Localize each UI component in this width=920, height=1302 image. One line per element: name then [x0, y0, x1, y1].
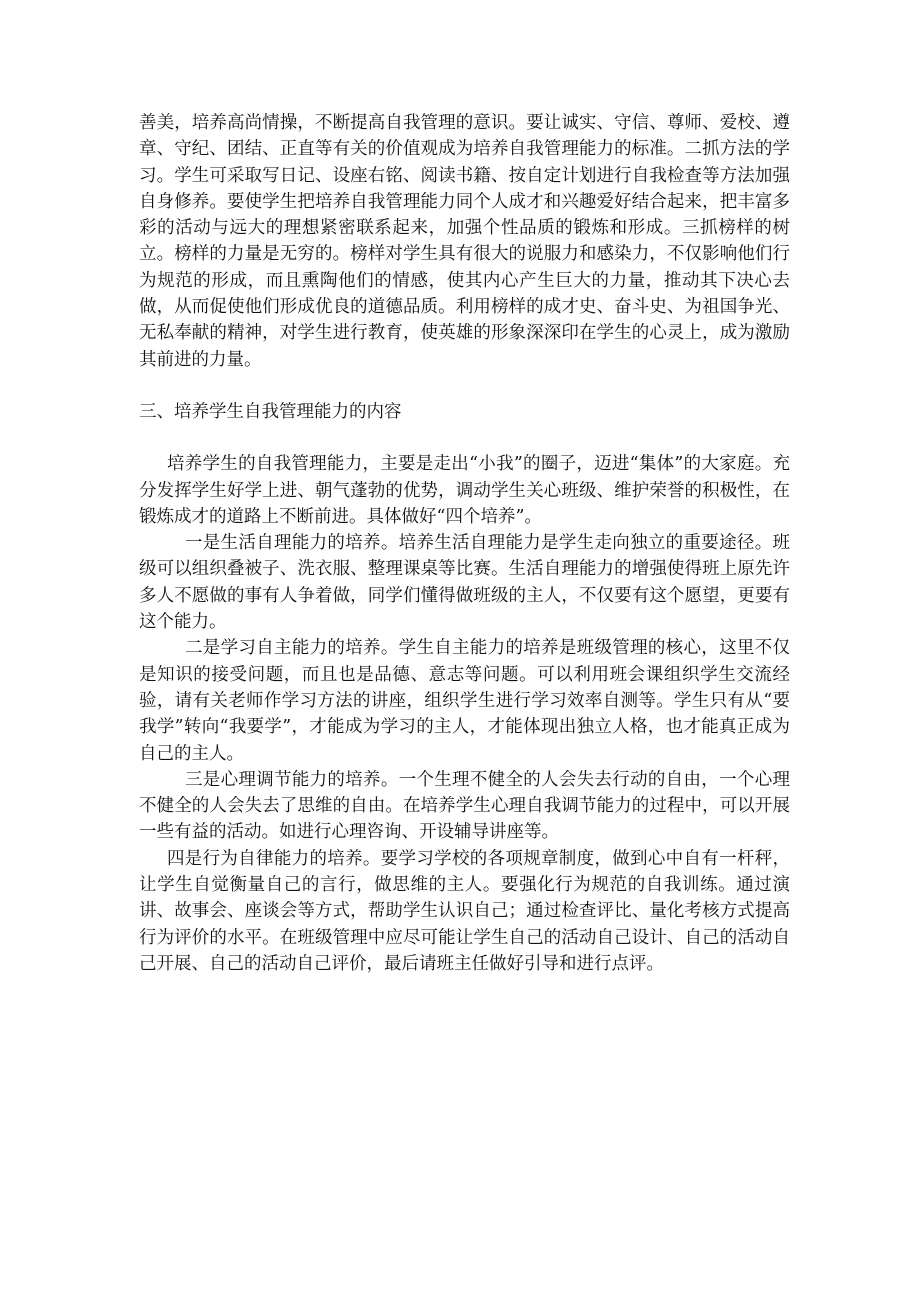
- paragraph-life-skills: 一是生活自理能力的培养。培养生活自理能力是学生走向独立的重要途径。班级可以组织叠被子、洗衣服、整理课桌等比赛。生活自理能力的增强使得班上原先许多人不愿做的事有人争着做，同学们懂得做班级的主人，不仅要有这个愿望，更要有这个能力。: [139, 533, 790, 633]
- document-body: [139, 110, 790, 977]
- paragraph-psychological-adjustment: 三是心理调节能力的培养。一个生理不健全的人会失去行动的自由，一个心理不健全的人会失去了思维的自由。在培养学生心理自我调节能力的过程中，可以开展一些有益的活动。如进行心理咨询、开设辅导讲座等。: [139, 769, 790, 843]
- paragraph-intro: 培养学生的自我管理能力，主要是走出“小我”的圈子，迈进“集体”的大家庭。充分发挥学生好学上进、朝气蓬勃的优势，调动学生关心班级、维护荣誉的积极性，在锻炼成才的道路上不断前进。具体做好“四个培养”。: [139, 454, 790, 527]
- paragraph-learning-autonomy: 二是学习自主能力的培养。学生自主能力的培养是班级管理的核心，这里不仅是知识的接受问题，而且也是品德、意志等问题。可以利用班会课组织学生交流经验，请有关老师作学习方法的讲座，组织学生进行学习效率自测等。学生只有从“要我学”转向“我要学”，才能成为学习的主人，才能体现出独立人格，也才能真正成为自己的主人。: [139, 638, 790, 764]
- paragraph-self-discipline: 四是行为自律能力的培养。要学习学校的各项规章制度，做到心中自有一杆秤，让学生自觉衡量自己的言行，做思维的主人。要强化行为规范的自我训练。通过演讲、故事会、座谈会等方式，帮助学生认识自己；通过检查评比、量化考核方式提高行为评价的水平。在班级管理中应尽可能让学生自己的活动自己设计、自己的活动自己开展、自己的活动自己评价，最后请班主任做好引导和进行点评。: [139, 848, 790, 974]
- paragraph-continued: 善美，培养高尚情操，不断提高自我管理的意识。要让诚实、守信、尊师、爱校、遵章、守纪、团结、正直等有关的价值观成为培养自我管理能力的标准。二抓方法的学习。学生可采取写日记、设座右铭、阅读书籍、按自定计划进行自我检查等方法加强自身修养。要使学生把培养自我管理能力同个人成才和兴趣爱好结合起来，把丰富多彩的活动与远大的理想紧密联系起来，加强个性品质的锻炼和形成。三抓榜样的树立。榜样的力量是无穷的。榜样对学生具有很大的说服力和感染力，不仅影响他们行为规范的形成，而且熏陶他们的情感，使其内心产生巨大的力量，推动其下决心去做，从而促使他们形成优良的道德品质。利用榜样的成才史、奋斗史、为祖国争光、无私奉献的精神，对学生进行教育，使英雄的形象深深印在学生的心灵上，成为激励其前进的力量。: [139, 113, 790, 370]
- section-heading: 三、培养学生自我管理能力的内容: [139, 401, 402, 422]
